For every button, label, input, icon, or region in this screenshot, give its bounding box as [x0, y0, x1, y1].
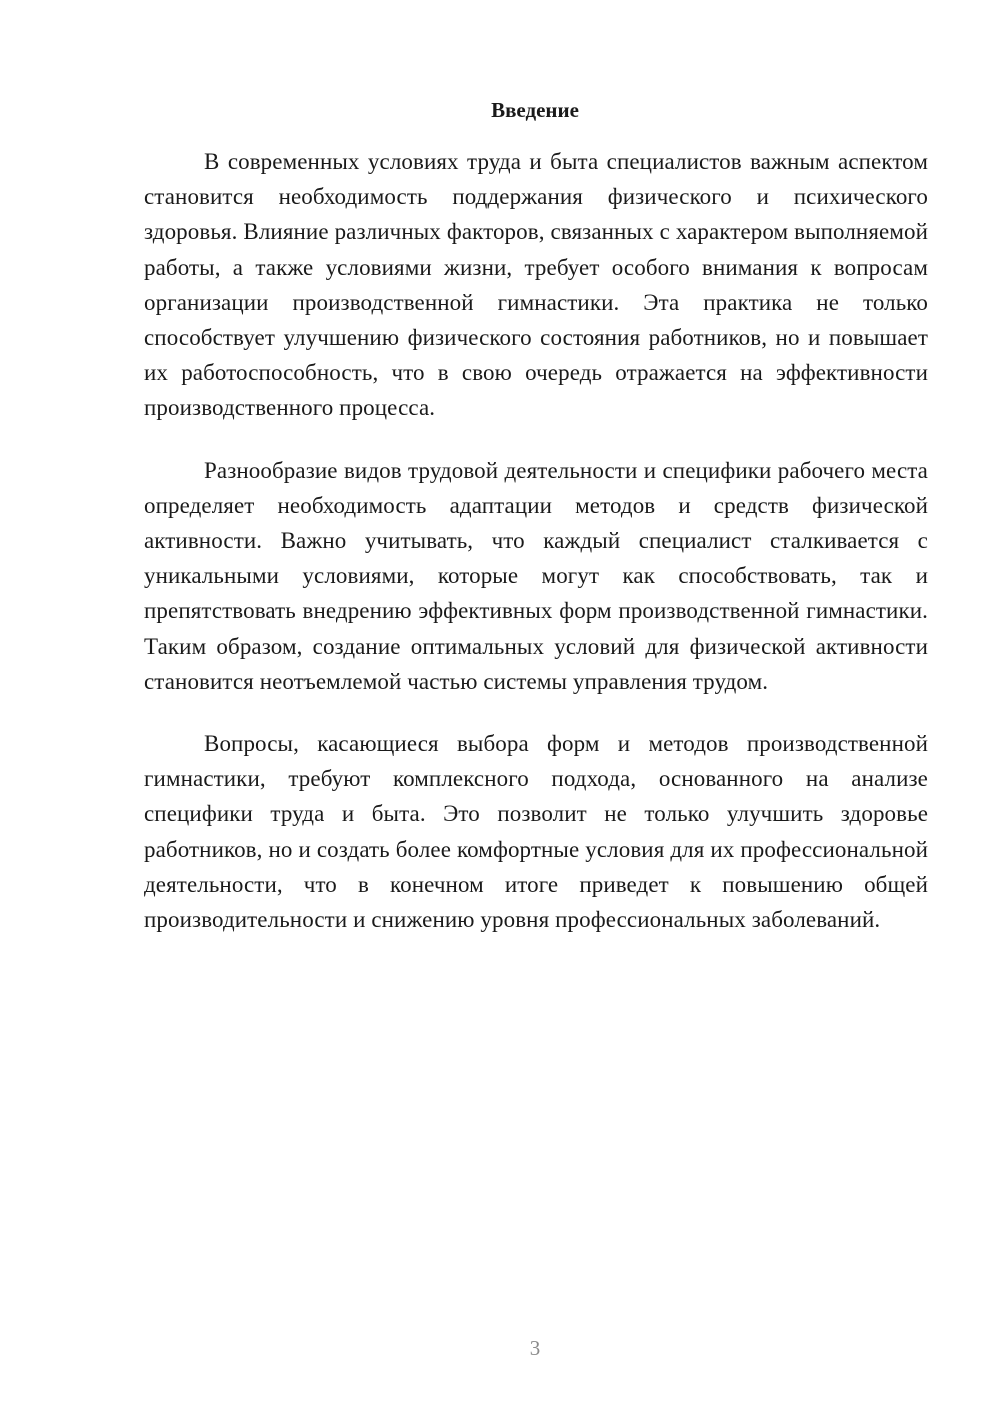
paragraph-2: Разнообразие видов трудовой деятельности и специфики рабочего места определяет необходимость адаптации методов и средств физической активности. Важно учитывать, что каждый специалист сталкивается с уникальными условиями, которые могут как способствовать, так и препятствовать внедрению эффективных форм производственной гимнастики. Таким образом, создание оптимальных условий для физической активности становится неотъемлемой частью системы управления трудом. [144, 457, 928, 694]
section-title: Введение [491, 98, 579, 122]
paragraph-1: В современных условиях труда и быта специалистов важным аспектом становится необходимость поддержания физического и психического здоровья. Влияние различных факторов, связанных с характером выполняемой работы, а также условиями жизни, требует особого внимания к вопросам организации производственной гимнастики. Эта практика не только способствует улучшению физического состояния работников, но и повышает их работоспособность, что в свою очередь отражается на эффективности производственного процесса. [144, 149, 928, 421]
body-text [144, 144, 928, 937]
paragraph-3: Вопросы, касающиеся выбора форм и методов производственной гимнастики, требуют комплексного подхода, основанного на анализе специфики труда и быта. Это позволит не только улучшить здоровье работников, но и создать более комфортные условия для их профессиональной деятельности, что в конечном итоге приведет к повышению общей производительности и снижению уровня профессиональных заболеваний. [144, 731, 928, 933]
page-number: 3 [529, 1336, 541, 1360]
